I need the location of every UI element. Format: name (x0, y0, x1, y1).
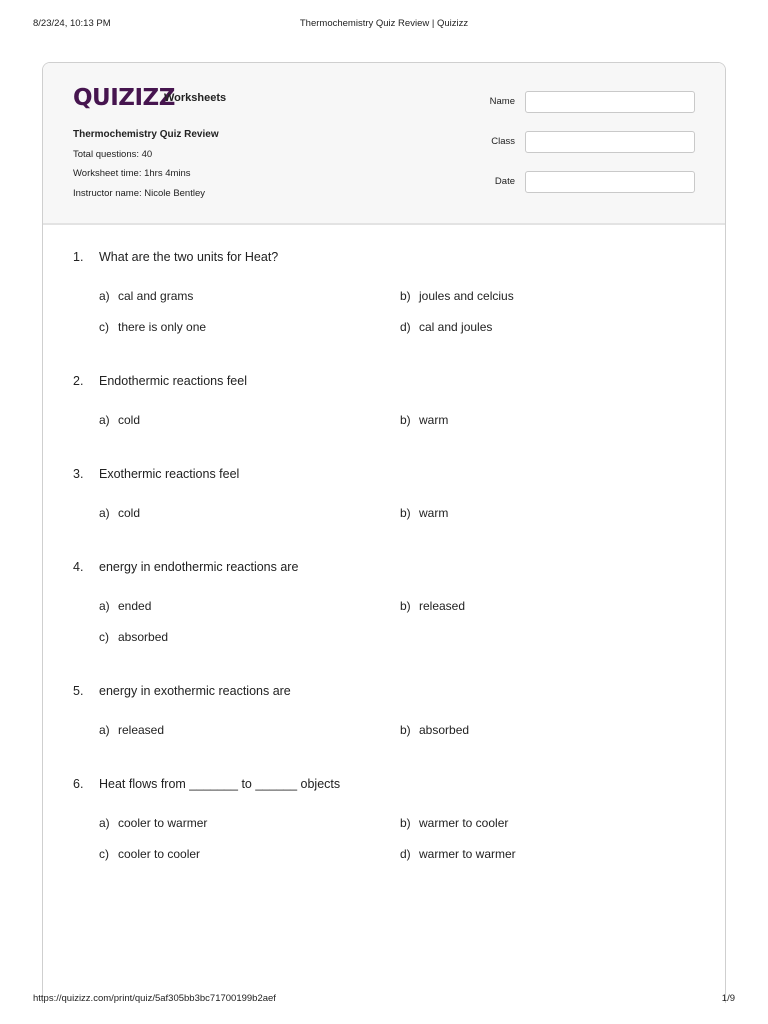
print-url: https://quizizz.com/print/quiz/5af305bb3bc71700199b2aef (33, 993, 276, 1004)
option-letter: b) (400, 289, 411, 303)
quiz-meta (73, 125, 219, 203)
class-field[interactable] (525, 131, 695, 153)
question-number: 5. (73, 684, 84, 698)
question-text: energy in endothermic reactions are (99, 560, 299, 574)
option-letter: d) (400, 847, 411, 861)
option-d (400, 320, 492, 334)
brand-subtitle: Worksheets (164, 92, 227, 104)
option-letter: a) (99, 723, 110, 737)
option-text: warm (419, 413, 449, 427)
option-letter: a) (99, 816, 110, 830)
option-b (400, 816, 508, 830)
option-c (99, 320, 206, 334)
option-d (400, 847, 516, 861)
option-a (99, 816, 207, 830)
option-letter: a) (99, 413, 110, 427)
option-letter: a) (99, 289, 110, 303)
option-text: joules and celcius (419, 289, 514, 303)
option-text: cold (118, 413, 141, 427)
option-a (99, 599, 151, 613)
name-field-group (445, 91, 695, 115)
date-field-group (445, 171, 695, 195)
option-b (400, 599, 465, 613)
print-title: Thermochemistry Quiz Review | Quizizz (299, 18, 469, 29)
option-letter: a) (99, 506, 110, 520)
option-text: cooler to warmer (118, 816, 208, 830)
option-text: cal and grams (118, 289, 194, 303)
question-text: Heat flows from _______ to ______ objects (99, 777, 341, 791)
option-letter: b) (400, 506, 411, 520)
worksheet (42, 62, 726, 1003)
option-a (99, 506, 140, 520)
option-letter: a) (99, 599, 110, 613)
worksheet-time: Worksheet time: 1hrs 4mins (73, 168, 191, 179)
worksheet-header (43, 63, 725, 225)
option-text: cooler to cooler (118, 847, 201, 861)
print-footer (33, 993, 735, 1007)
option-b (400, 506, 448, 520)
option-b (400, 289, 514, 303)
question-number: 6. (73, 777, 84, 791)
print-datetime: 8/23/24, 10:13 PM (33, 18, 111, 29)
option-b (400, 413, 448, 427)
class-field-group (445, 131, 695, 155)
name-label: Name (489, 96, 515, 107)
instructor-name: Instructor name: Nicole Bentley (73, 187, 206, 199)
option-a (99, 413, 140, 427)
option-a (99, 723, 164, 737)
name-field[interactable] (525, 91, 695, 113)
print-header (33, 18, 735, 32)
question-number: 1. (73, 250, 84, 264)
option-letter: c) (99, 847, 109, 861)
option-letter: b) (400, 599, 411, 613)
option-letter: b) (400, 723, 411, 737)
option-text: warm (419, 506, 449, 520)
option-text: warmer to cooler (419, 816, 509, 830)
option-letter: b) (400, 413, 411, 427)
question-number: 3. (73, 467, 84, 481)
option-text: cold (118, 506, 141, 520)
quiz-title: Thermochemistry Quiz Review (73, 129, 219, 140)
option-text: there is only one (118, 320, 207, 334)
option-letter: d) (400, 320, 411, 334)
question-text: Endothermic reactions feel (99, 374, 247, 388)
option-c (99, 630, 168, 644)
question-text: Exothermic reactions feel (99, 467, 240, 481)
question-number: 4. (73, 560, 84, 574)
option-text: cal and joules (419, 320, 493, 334)
option-text: released (118, 723, 165, 737)
option-letter: c) (99, 630, 109, 644)
date-field[interactable] (525, 171, 695, 193)
quizizz-logo: QUIZIZZ (73, 85, 175, 111)
option-text: ended (118, 599, 152, 613)
option-a (99, 289, 193, 303)
option-c (99, 847, 200, 861)
option-text: absorbed (118, 630, 169, 644)
option-letter: b) (400, 816, 411, 830)
question-number: 2. (73, 374, 84, 388)
option-text: released (419, 599, 466, 613)
class-label: Class (491, 136, 515, 147)
option-b (400, 723, 469, 737)
option-text: warmer to warmer (419, 847, 516, 861)
total-questions: Total questions: 40 (73, 148, 153, 160)
page-number: 1/9 (721, 993, 735, 1004)
option-text: absorbed (419, 723, 470, 737)
question-text: energy in exothermic reactions are (99, 684, 291, 698)
option-letter: c) (99, 320, 109, 334)
question-text: What are the two units for Heat? (99, 250, 279, 264)
date-label: Date (494, 176, 515, 187)
